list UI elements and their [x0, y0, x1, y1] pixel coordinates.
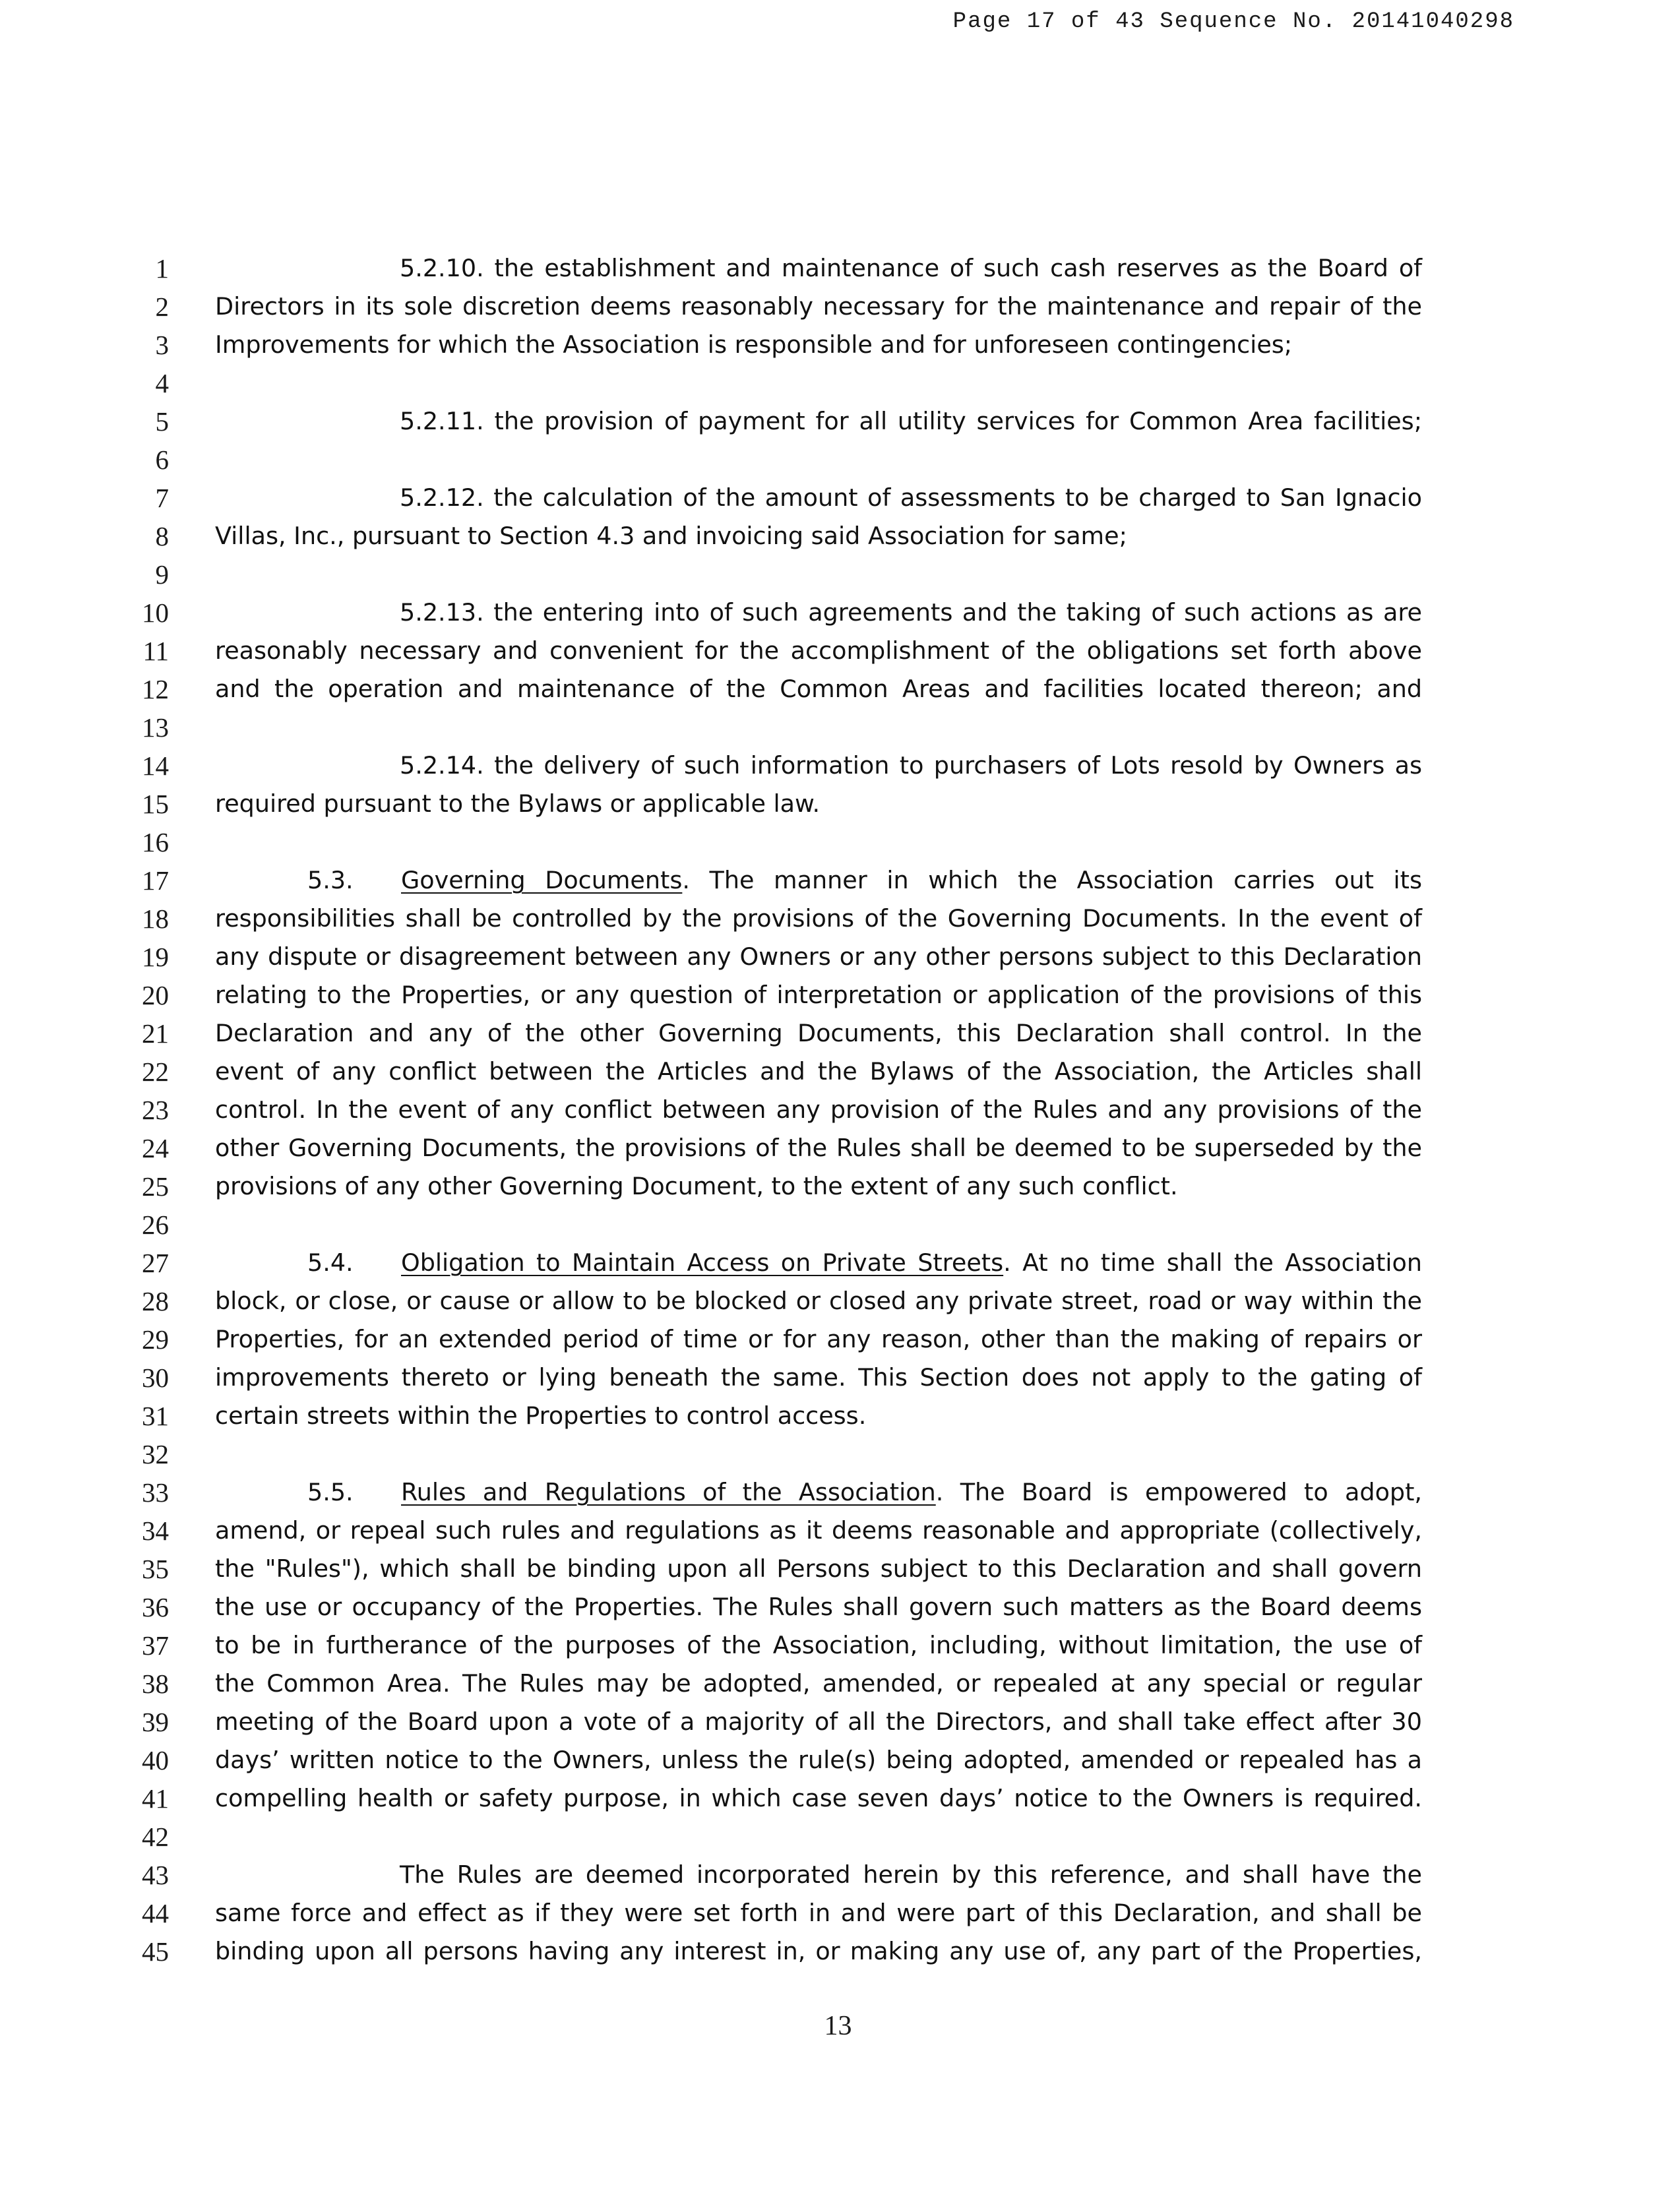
text-line: reasonably necessary and convenient for the accomplishment of the obligations set forth above — [215, 636, 1422, 665]
line-number: 32 — [142, 1439, 169, 1469]
section-5-4-heading — [215, 1244, 1422, 1282]
text-line: to be in furtherance of the purposes of the Association, including, without limitation, the use of — [215, 1631, 1422, 1659]
text-line: block, or close, or cause or allow to be blocked or closed any private street, road or way within the — [215, 1287, 1422, 1315]
page-number: 13 — [824, 2011, 852, 2041]
clause-5-2-14: 5.2.14. the delivery of such information to purchasers of Lots resold by Owners as — [400, 751, 1422, 780]
text-line: any dispute or disagreement between any Owners or any other persons subject to this Declaration — [215, 942, 1422, 971]
section-number: 5.3. — [307, 866, 354, 894]
line-number: 24 — [142, 1133, 169, 1163]
text-line: required pursuant to the Bylaws or applicable law. — [215, 789, 821, 818]
line-number: 6 — [155, 445, 169, 475]
text-line: certain streets within the Properties to control access. — [215, 1401, 867, 1430]
line-number: 31 — [142, 1401, 169, 1431]
line-number: 27 — [142, 1248, 169, 1278]
text-line: amend, or repeal such rules and regulations as it deems reasonable and appropriate (collectively, — [215, 1516, 1422, 1545]
line-number: 44 — [142, 1898, 169, 1928]
section-5-3-heading — [215, 861, 1422, 900]
text-line: days’ written notice to the Owners, unless the rule(s) being adopted, amended or repealed has a — [215, 1746, 1422, 1774]
line-number: 29 — [142, 1324, 169, 1355]
text-line: and the operation and maintenance of the Common Areas and facilities located thereon; and — [215, 675, 1422, 703]
text-line: the "Rules"), which shall be binding upon all Persons subject to this Declaration and shall govern — [215, 1554, 1422, 1583]
section-text: . The manner in which the Association carries out its — [682, 866, 1422, 894]
line-number: 4 — [155, 368, 169, 398]
text-line: responsibilities shall be controlled by the provisions of the Governing Documents. In the event of — [215, 904, 1422, 933]
line-number: 35 — [142, 1554, 169, 1584]
text-line: the use or occupancy of the Properties. The Rules shall govern such matters as the Board deems — [215, 1593, 1422, 1621]
line-number: 1 — [155, 253, 169, 284]
text-line: Declaration and any of the other Governing Documents, this Declaration shall control. In the — [215, 1019, 1422, 1047]
line-number: 26 — [142, 1210, 169, 1240]
line-number: 40 — [142, 1745, 169, 1775]
line-number: 13 — [142, 712, 169, 743]
clause-5-2-11: 5.2.11. the provision of payment for all utility services for Common Area facilities; — [400, 407, 1422, 435]
section-title: Rules and Regulations of the Association — [401, 1478, 936, 1506]
line-number: 45 — [142, 1936, 169, 1967]
line-number: 11 — [142, 636, 169, 666]
text-line: event of any conflict between the Articles and the Bylaws of the Association, the Articles shall — [215, 1057, 1422, 1086]
line-number: 16 — [142, 827, 169, 857]
line-number: 37 — [142, 1630, 169, 1661]
line-number: 17 — [142, 865, 169, 896]
text-line: relating to the Properties, or any question of interpretation or application of the provisions of this — [215, 981, 1422, 1009]
line-number: 42 — [142, 1822, 169, 1852]
line-number: 34 — [142, 1516, 169, 1546]
section-text: . At no time shall the Association — [1003, 1248, 1422, 1277]
text-line: improvements thereto or lying beneath the same. This Section does not apply to the gating of — [215, 1363, 1422, 1392]
text-line: meeting of the Board upon a vote of a majority of all the Directors, and shall take effect after 30 — [215, 1707, 1422, 1736]
line-number: 12 — [142, 674, 169, 704]
text-line: other Governing Documents, the provisions of the Rules shall be deemed to be superseded by the — [215, 1134, 1422, 1162]
text-line: Directors in its sole discretion deems reasonably necessary for the maintenance and repair of the — [215, 292, 1422, 321]
text-line: same force and effect as if they were set forth in and were part of this Declaration, and shall be — [215, 1899, 1422, 1927]
text-line: provisions of any other Governing Document, to the extent of any such conflict. — [215, 1172, 1178, 1200]
section-number: 5.4. — [307, 1248, 354, 1277]
clause-5-2-13: 5.2.13. the entering into of such agreements and the taking of such actions as are — [400, 598, 1422, 627]
line-number: 39 — [142, 1707, 169, 1737]
section-number: 5.5. — [307, 1478, 354, 1506]
text-line: Improvements for which the Association is responsible and for unforeseen contingencies; — [215, 330, 1293, 359]
line-number: 21 — [142, 1018, 169, 1049]
clause-5-2-12: 5.2.12. the calculation of the amount of assessments to be charged to San Ignacio — [400, 483, 1422, 512]
line-number: 18 — [142, 904, 169, 934]
line-number: 19 — [142, 942, 169, 972]
line-number: 8 — [155, 521, 169, 551]
section-title: Governing Documents — [401, 866, 683, 894]
section-5-5-heading — [215, 1473, 1422, 1512]
line-number: 28 — [142, 1286, 169, 1316]
line-number: 38 — [142, 1669, 169, 1699]
rules-paragraph: The Rules are deemed incorporated herein by this reference, and shall have the — [400, 1860, 1422, 1889]
line-number: 25 — [142, 1171, 169, 1202]
line-number: 10 — [142, 598, 169, 628]
page-header: Page 17 of 43 Sequence No. 20141040298 — [952, 9, 1514, 34]
line-number: 2 — [155, 292, 169, 322]
line-number: 36 — [142, 1592, 169, 1622]
section-text: . The Board is empowered to adopt, — [935, 1478, 1422, 1506]
line-number: 22 — [142, 1057, 169, 1087]
text-line: Villas, Inc., pursuant to Section 4.3 and invoicing said Association for same; — [215, 522, 1127, 550]
text-line: binding upon all persons having any interest in, or making any use of, any part of the Properties, — [215, 1937, 1422, 1965]
line-number: 7 — [155, 483, 169, 513]
line-number: 41 — [142, 1783, 169, 1814]
line-number: 5 — [155, 406, 169, 437]
line-number: 30 — [142, 1363, 169, 1393]
line-number: 23 — [142, 1095, 169, 1125]
text-line: control. In the event of any conflict between any provision of the Rules and any provisions of the — [215, 1095, 1422, 1124]
section-title: Obligation to Maintain Access on Private Streets — [401, 1248, 1004, 1277]
line-number: 3 — [155, 330, 169, 360]
text-line: the Common Area. The Rules may be adopted, amended, or repealed at any special or regular — [215, 1669, 1422, 1698]
line-number: 33 — [142, 1477, 169, 1508]
line-number: 15 — [142, 789, 169, 819]
clause-5-2-10: 5.2.10. the establishment and maintenance of such cash reserves as the Board of — [400, 254, 1422, 282]
line-number: 20 — [142, 980, 169, 1010]
text-line: compelling health or safety purpose, in which case seven days’ notice to the Owners is required. — [215, 1784, 1422, 1812]
line-number: 43 — [142, 1860, 169, 1890]
text-line: Properties, for an extended period of time or for any reason, other than the making of repairs or — [215, 1325, 1422, 1353]
line-number: 14 — [142, 751, 169, 781]
line-number: 9 — [155, 559, 169, 590]
